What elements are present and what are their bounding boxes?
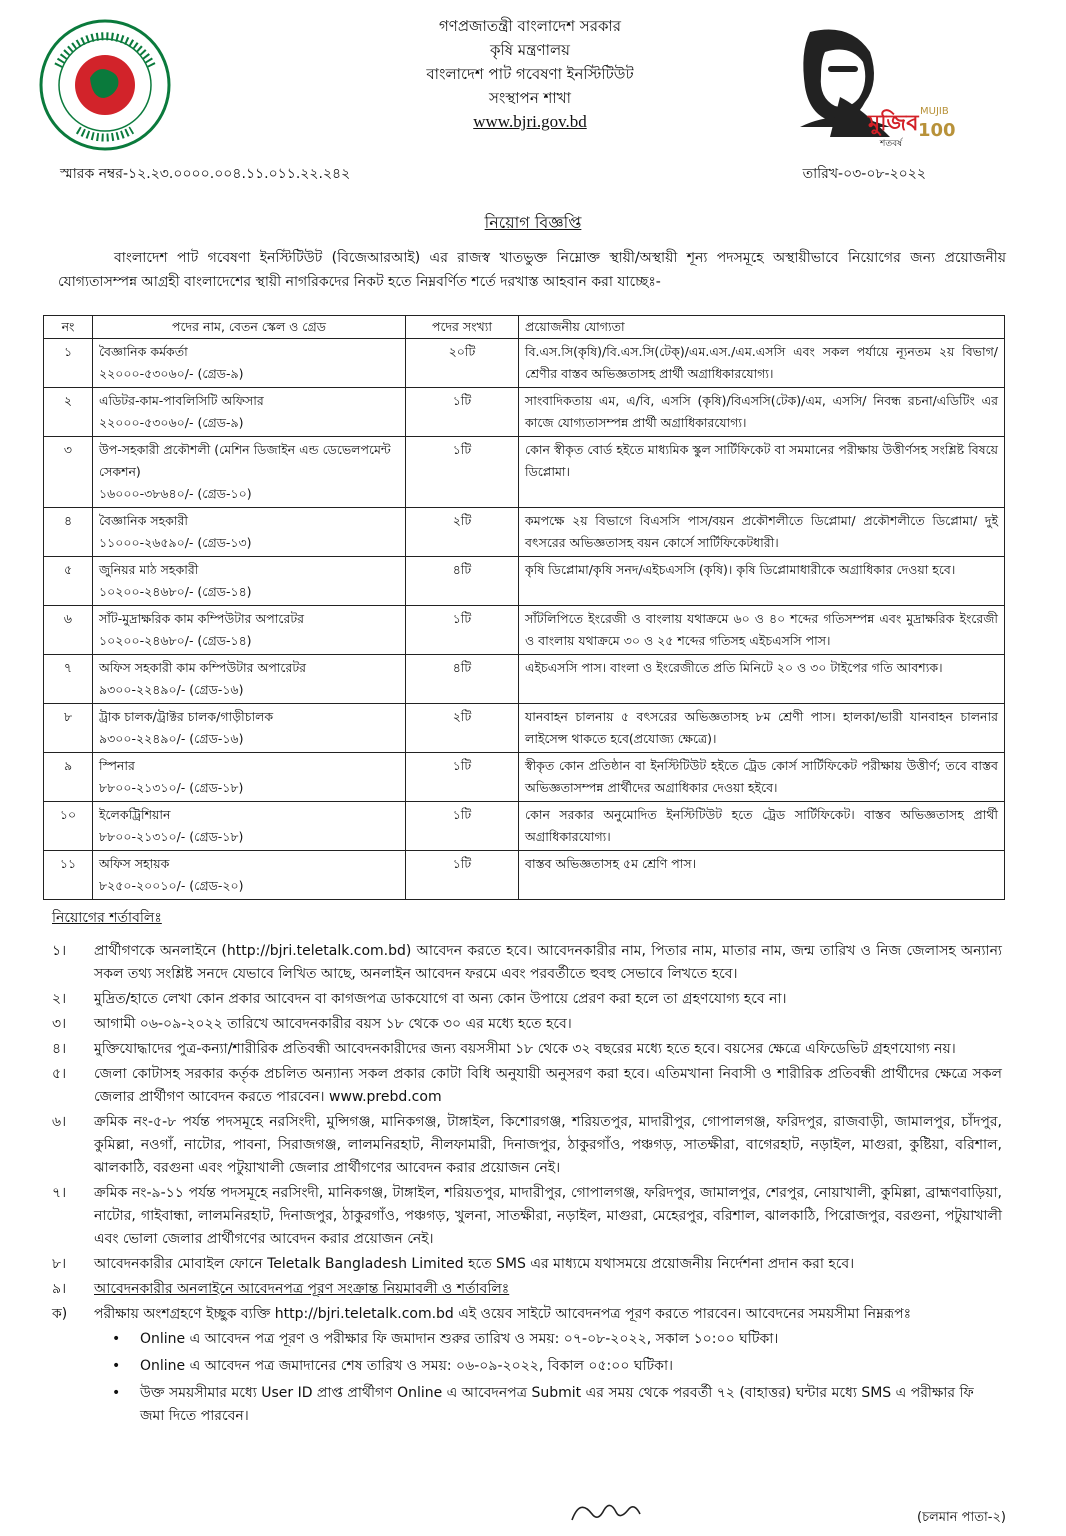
post-cell bbox=[93, 437, 406, 508]
bullet-icon: • bbox=[112, 1385, 121, 1401]
post-pay: ২২০০০-৫৩০৬০/- (গ্রেড-৯) bbox=[99, 415, 244, 430]
post-qualification: বাস্তব অভিজ্ঞতাসহ ৫ম শ্রেণি পাস। bbox=[519, 851, 1005, 900]
post-pay: ১১০০০-২৬৫৯০/- (গ্রেড-১৩) bbox=[99, 535, 252, 550]
post-count: ২টি bbox=[406, 508, 519, 557]
mujib-centenary-logo-icon bbox=[770, 22, 956, 152]
post-count: ১টি bbox=[406, 802, 519, 851]
post-qualification: কমপক্ষে ২য় বিভাগে বিএসসি পাস/বয়ন প্রকৌশলীতে ডিপ্লোমা/ প্রকৌশলীতে ডিপ্লোমা/ দুই বৎসরের অভিজ্ঞতাসহ বয়ন কোর্সে সার্টিফিকেটধারী। bbox=[519, 508, 1005, 557]
bullet-text: Online এ আবেদন পত্র জমাদানের শেষ তারিখ ও সময়: ০৬-০৯-২০২২, বিকাল ০৫:০০ ঘটিকা। bbox=[140, 1358, 674, 1374]
table-header-row bbox=[44, 316, 1005, 339]
memo-number: স্মারক নম্বর-১২.২৩.০০০০.০০৪.১১.০১১.২২.২৪২ bbox=[60, 166, 351, 182]
row-no: ৯ bbox=[44, 753, 93, 802]
col-header-no: নং bbox=[44, 316, 93, 339]
conditions-heading: নিয়োগের শর্তাবলিঃ bbox=[52, 910, 162, 926]
table-row bbox=[44, 704, 1005, 753]
post-cell bbox=[93, 802, 406, 851]
bullet-icon: • bbox=[112, 1358, 121, 1374]
post-name: ইলেকট্রিশিয়ান bbox=[99, 807, 171, 822]
row-no: ১ bbox=[44, 339, 93, 388]
post-count: ২০টি bbox=[406, 339, 519, 388]
post-pay: ২২০০০-৫৩০৬০/- (গ্রেড-৯) bbox=[99, 366, 244, 381]
row-no: ১০ bbox=[44, 802, 93, 851]
post-cell bbox=[93, 388, 406, 437]
title-text: নিয়োগ বিজ্ঞপ্তি bbox=[484, 213, 582, 232]
letterhead bbox=[300, 14, 760, 134]
condition-text: প্রার্থীগণকে অনলাইনে (http://bjri.teletalk.com.bd) আবেদন করতে হবে। আবেদনকারীর নাম, পিতার নাম, মাতার নাম, জন্ম তারিখ ও নিজ জেলাসহ অন্যান্য সকল তথ্য সংশ্লিষ্ট সনদে যেভাবে লিখিত আছে, অনলাইন আবেদন ফরমে এবং পরবর্তীতে হুবহু সেভাবে লিখতে হবে। bbox=[94, 943, 1002, 982]
post-name: বৈজ্ঞানিক কর্মকর্তা bbox=[99, 344, 188, 359]
post-cell bbox=[93, 339, 406, 388]
table-row bbox=[44, 557, 1005, 606]
post-qualification: সাঁটলিপিতে ইংরেজী ও বাংলায় যথাক্রমে ৬০ ও ৪০ শব্দের গতিসম্পন্ন এবং মুদ্রাক্ষরিক ইংরেজী ও বাংলায় যথাক্রমে ৩০ ও ২৫ শব্দের গতিসহ এইচএসসি পাস। bbox=[519, 606, 1005, 655]
condition-number: ক) bbox=[52, 1306, 68, 1322]
post-qualification: বি.এস.সি(কৃষি)/বি.এস.সি(টেক্‌)/এম.এস./এম.এসসি এবং সকল পর্যায়ে ন্যূনতম ২য় বিভাগ/শ্রেণীর বাস্তব অভিজ্ঞতাসহ প্রার্থী অগ্রাধিকারযোগ্য। bbox=[519, 339, 1005, 388]
post-cell bbox=[93, 557, 406, 606]
post-name: স্পিনার bbox=[99, 758, 135, 773]
condition-item bbox=[52, 1111, 1002, 1180]
condition-item bbox=[52, 1038, 1002, 1061]
post-cell bbox=[93, 606, 406, 655]
post-name: জুনিয়র মাঠ সহকারী bbox=[99, 562, 199, 577]
col-header-count: পদের সংখ্যা bbox=[406, 316, 519, 339]
row-no: ৭ bbox=[44, 655, 93, 704]
list-item bbox=[112, 1382, 1002, 1428]
condition-item bbox=[52, 1278, 1002, 1301]
table-row bbox=[44, 655, 1005, 704]
post-pay: ৮৮০০-২১৩১০/- (গ্রেড-১৮) bbox=[99, 829, 244, 844]
post-qualification: এইচএসসি পাস। বাংলা ও ইংরেজীতে প্রতি মিনিটে ২০ ও ৩০ টাইপের গতি আবশ্যক। bbox=[519, 655, 1005, 704]
condition-number: ৭। bbox=[52, 1185, 67, 1201]
table-row bbox=[44, 437, 1005, 508]
table-row bbox=[44, 508, 1005, 557]
logo-number: 100 bbox=[918, 120, 956, 141]
post-count: ১টি bbox=[406, 606, 519, 655]
post-name: অফিস সহকারী কাম কম্পিউটার অপারেটর bbox=[99, 660, 307, 675]
logo-text-en: MUJIB bbox=[920, 106, 949, 117]
government-name: গণপ্রজাতন্ত্রী বাংলাদেশ সরকার bbox=[438, 17, 622, 35]
post-pay: ১০২০০-২৪৬৮০/- (গ্রেড-১৪) bbox=[99, 633, 252, 648]
post-pay: ১০২০০-২৪৬৮০/- (গ্রেড-১৪) bbox=[99, 584, 252, 599]
post-cell bbox=[93, 508, 406, 557]
post-name: ট্রাক চালক/ট্রাক্টর চালক/গাড়ীচালক bbox=[99, 709, 274, 724]
condition-text: ক্রমিক নং-৫-৮ পর্যন্ত পদসমূহে নরসিংদী, মুন্সিগঞ্জ, মানিকগঞ্জ, টাঙ্গাইল, কিশোরগঞ্জ, শরিয়তপুর, মাদারীপুর, গোপালগঞ্জ, ফরিদপুর, রাজবাড়ী, জামালপুর, চাঁদপুর, কুমিল্লা, নওগাঁ, নাটোর, পাবনা, সিরাজগঞ্জ, লালমনিরহাট, নীলফামারী, দিনাজপুর, ঠাকুরগাঁও, পঞ্চগড়, সাতক্ষীরা, বাগেরহাট, নড়াইল, মাগুরা, কুষ্টিয়া, বরিশাল, ঝালকাঠি, বরগুনা এবং পটুয়াখালী জেলার প্রার্থীগণের আবেদন করার প্রয়োজন নেই। bbox=[94, 1114, 1002, 1176]
post-name: সাঁট-মুদ্রাক্ষরিক কাম কম্পিউটার অপারেটর bbox=[99, 611, 305, 626]
post-pay: ১৬০০০-৩৮৬৪০/- (গ্রেড-১০) bbox=[99, 486, 252, 501]
post-cell bbox=[93, 655, 406, 704]
logo-sub: শতবর্ষ bbox=[880, 139, 903, 149]
vacancy-table bbox=[43, 315, 1005, 900]
continued-page-note: (চলমান পাতা-২) bbox=[917, 1510, 1006, 1525]
col-header-qualification: প্রয়োজনীয় যোগ্যতা bbox=[519, 316, 1005, 339]
condition-item bbox=[52, 940, 1002, 986]
condition-item bbox=[52, 1182, 1002, 1251]
condition-item bbox=[52, 1303, 1002, 1326]
row-no: ১১ bbox=[44, 851, 93, 900]
row-no: ৩ bbox=[44, 437, 93, 508]
condition-number: ৮। bbox=[52, 1256, 67, 1272]
website-link[interactable]: www.bjri.gov.bd bbox=[473, 112, 587, 131]
condition-item bbox=[52, 1253, 1002, 1276]
post-qualification: কোন সরকার অনুমোদিত ইনস্টিটিউট হতে ট্রেড সার্টিফিকেট। বাস্তব অভিজ্ঞতাসহ প্রার্থী অগ্রাধিকারযোগ্য। bbox=[519, 802, 1005, 851]
condition-text: জেলা কোটাসহ সরকার কর্তৃক প্রচলিত অন্যান্য সকল প্রকার কোটা বিধি অনুযায়ী অনুসরণ করা হবে। এতিমখানা নিবাসী ও শারীরিক প্রতিবন্ধী প্রার্থীদের ক্ষেত্রে সকল জেলার প্রার্থীগণ আবেদন করতে পারবেন। www.prebd.com bbox=[94, 1066, 1002, 1105]
post-name: এডিটর-কাম-পাবলিসিটি অফিসার bbox=[99, 393, 264, 408]
post-count: ৪টি bbox=[406, 557, 519, 606]
intro-text: বাংলাদেশ পাট গবেষণা ইনস্টিটিউট (বিজেআরআই) এর রাজস্ব খাতভুক্ত নিম্নোক্ত স্থায়ী/অস্থায়ী শূন্য পদসমূহে অস্থায়ীভাবে নিয়োগের জন্য প্রয়োজনীয় যোগ্যতাসম্পন্ন আগ্রহী বাংলাদেশের স্থায়ী নাগরিকদের নিকট হতে নিম্নবর্ণিত শর্তে দরখাস্ত আহবান করা যাচ্ছেঃ- bbox=[58, 250, 1006, 290]
row-no: ৪ bbox=[44, 508, 93, 557]
condition-text: মুদ্রিত/হাতে লেখা কোন প্রকার আবেদন বা কাগজপত্র ডাকযোগে বা অন্য কোন উপায়ে প্রেরণ করা হলে তা গ্রহণযোগ্য হবে না। bbox=[94, 991, 787, 1007]
condition-text: ক্রমিক নং-৯-১১ পর্যন্ত পদসমূহে নরসিংদী, মানিকগঞ্জ, টাঙ্গাইল, শরিয়তপুর, মাদারীপুর, গোপালগঞ্জ, ফরিদপুর, জামালপুর, শেরপুর, নোয়াখালী, কুমিল্লা, ব্রাহ্মণবাড়িয়া, নাটোর, গাইবান্ধা, লালমনিরহাট, দিনাজপুর, ঠাকুরগাঁও, পঞ্চগড়, খুলনা, সাতক্ষীরা, নড়াইল, মাগুরা, মেহেরপুর, বরিশাল, ঝালকাঠি, পিরোজপুর, বরগুনা, পটুয়াখালী এবং ভোলা জেলার প্রার্থীগণের আবেদন করার প্রয়োজন নেই। bbox=[94, 1185, 1002, 1247]
signature-icon bbox=[566, 1490, 646, 1530]
post-count: ১টি bbox=[406, 753, 519, 802]
ministry-name: কৃষি মন্ত্রণালয় bbox=[489, 41, 570, 59]
col-header-post: পদের নাম, বেতন স্কেল ও গ্রেড bbox=[93, 316, 406, 339]
post-pay: ৮৮০০-২১৩১০/- (গ্রেড-১৮) bbox=[99, 780, 244, 795]
condition-text: আবেদনকারীর অনলাইনে আবেদনপত্র পূরণ সংক্রান্ত নিয়মাবলী ও শর্তাবলিঃ bbox=[94, 1281, 510, 1297]
institute-name: বাংলাদেশ পাট গবেষণা ইনস্টিটিউট bbox=[426, 65, 634, 83]
table-row bbox=[44, 606, 1005, 655]
post-pay: ৯৩০০-২২৪৯০/- (গ্রেড-১৬) bbox=[99, 731, 244, 746]
issue-date: তারিখ-০৩-০৮-২০২২ bbox=[802, 166, 926, 182]
post-name: উপ-সহকারী প্রকৌশলী (মেশিন ডিজাইন এন্ড ডেভেলপমেন্ট সেকশন) bbox=[99, 442, 391, 479]
bullet-icon: • bbox=[112, 1331, 121, 1347]
post-name: বৈজ্ঞানিক সহকারী bbox=[99, 513, 189, 528]
logo-text-bn: মুজিব bbox=[868, 111, 919, 136]
bullet-text: Online এ আবেদন পত্র পূরণ ও পরীক্ষার ফি জমাদান শুরুর তারিখ ও সময়: ০৭-০৮-২০২২, সকাল ১০:০০ ঘটিকা। bbox=[140, 1331, 779, 1347]
table-row bbox=[44, 753, 1005, 802]
condition-text: আগামী ০৬-০৯-২০২২ তারিখে আবেদনকারীর বয়স ১৮ থেকে ৩০ এর মধ্যে হতে হবে। bbox=[94, 1016, 572, 1032]
list-item bbox=[112, 1328, 1002, 1351]
post-count: ২টি bbox=[406, 704, 519, 753]
post-cell bbox=[93, 851, 406, 900]
condition-item bbox=[52, 988, 1002, 1011]
post-qualification: কোন স্বীকৃত বোর্ড হইতে মাধ্যমিক স্কুল সার্টিফিকেট বা সমমানের পরীক্ষায় উত্তীর্ণসহ সংশ্লিষ্ট বিষয়ে ডিপ্লোমা। bbox=[519, 437, 1005, 508]
condition-text: মুক্তিযোদ্ধাদের পুত্র-কন্যা/শারীরিক প্রতিবন্ধী আবেদনকারীদের জন্য বয়সসীমা ১৮ থেকে ৩২ বছরের মধ্যে হতে হবে। বয়সের ক্ষেত্রে এফিডেভিট গ্রহণযোগ্য নয়। bbox=[94, 1041, 956, 1057]
post-pay: ৮২৫০-২০০১০/- (গ্রেড-২০) bbox=[99, 878, 244, 893]
table-row bbox=[44, 339, 1005, 388]
post-qualification: সাংবাদিকতায় এম, এ/বি, এসসি (কৃষি)/বিএসসি(টেক)/এম, এসসি/ নিবন্ধ রচনা/এডিটিং এর কাজে যোগ্যতাসম্পন্ন প্রার্থী অগ্রাধিকারযোগ্য। bbox=[519, 388, 1005, 437]
post-cell bbox=[93, 704, 406, 753]
row-no: ৮ bbox=[44, 704, 93, 753]
table-row bbox=[44, 388, 1005, 437]
post-qualification: যানবাহন চালনায় ৫ বৎসরের অভিজ্ঞতাসহ ৮ম শ্রেণী পাস। হালকা/ভারী যানবাহন চালনার লাইসেন্স থাকতে হবে(প্রযোজ্য ক্ষেত্রে)। bbox=[519, 704, 1005, 753]
section-name: সংস্থাপন শাখা bbox=[489, 89, 571, 107]
post-qualification: স্বীকৃত কোন প্রতিষ্ঠান বা ইনস্টিটিউট হইতে ট্রেড কোর্স সার্টিফিকেট পরীক্ষায় উত্তীর্ণ; তবে বাস্তব অভিজ্ঞতাসম্পন্ন প্রার্থীদের অগ্রাধিকার দেওয়া হইবে। bbox=[519, 753, 1005, 802]
table-row bbox=[44, 802, 1005, 851]
condition-number: ৪। bbox=[52, 1041, 67, 1057]
post-count: ১টি bbox=[406, 851, 519, 900]
table-row bbox=[44, 851, 1005, 900]
schedule-bullets bbox=[112, 1328, 1002, 1428]
government-seal-icon bbox=[38, 18, 172, 152]
condition-item bbox=[52, 1063, 1002, 1109]
row-no: ২ bbox=[44, 388, 93, 437]
condition-number: ২। bbox=[52, 991, 67, 1007]
condition-text: পরীক্ষায় অংশগ্রহণে ইচ্ছুক ব্যক্তি http://bjri.teletalk.com.bd এই ওয়েব সাইটে আবেদনপত্র পূরণ করতে পারবেন। আবেদনের সময়সীমা নিম্নরূপঃ bbox=[94, 1306, 912, 1322]
post-count: ১টি bbox=[406, 437, 519, 508]
post-pay: ৯৩০০-২২৪৯০/- (গ্রেড-১৬) bbox=[99, 682, 244, 697]
conditions-list bbox=[52, 940, 1002, 1432]
post-qualification: কৃষি ডিপ্লোমা/কৃষি সনদ/এইচএসসি (কৃষি)। কৃষি ডিপ্লোমাধারীকে অগ্রাধিকার দেওয়া হবে। bbox=[519, 557, 1005, 606]
page-title bbox=[0, 210, 1066, 237]
condition-item bbox=[52, 1013, 1002, 1036]
list-item bbox=[112, 1355, 1002, 1378]
row-no: ৫ bbox=[44, 557, 93, 606]
post-count: ১টি bbox=[406, 388, 519, 437]
post-name: অফিস সহায়ক bbox=[99, 856, 170, 871]
condition-number: ১। bbox=[52, 943, 67, 959]
row-no: ৬ bbox=[44, 606, 93, 655]
post-count: ৪টি bbox=[406, 655, 519, 704]
bullet-text: উক্ত সময়সীমার মধ্যে User ID প্রাপ্ত প্রার্থীগণ Online এ আবেদনপত্র Submit এর সময় থেকে পরবর্তী ৭২ (বাহাত্তর) ঘন্টার মধ্যে SMS এ পরীক্ষার ফি জমা দিতে পারবেন। bbox=[140, 1385, 974, 1424]
post-cell bbox=[93, 753, 406, 802]
condition-number: ৩। bbox=[52, 1016, 67, 1032]
condition-number: ৬। bbox=[52, 1114, 67, 1130]
condition-text: আবেদনকারীর মোবাইল ফোনে Teletalk Bangladesh Limited হতে SMS এর মাধ্যমে যথাসময়ে প্রয়োজনীয় নির্দেশনা প্রদান করা হবে। bbox=[94, 1256, 855, 1272]
condition-number: ৯। bbox=[52, 1281, 67, 1297]
intro-paragraph bbox=[58, 246, 1006, 294]
condition-number: ৫। bbox=[52, 1066, 67, 1082]
